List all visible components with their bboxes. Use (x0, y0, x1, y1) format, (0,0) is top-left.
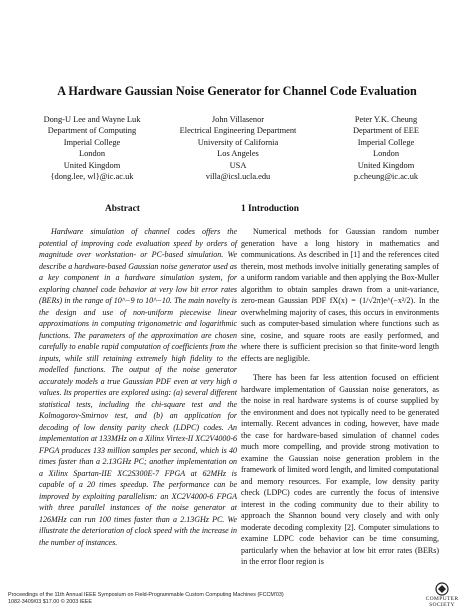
author-line: Imperial College (357, 137, 415, 147)
paper-title: A Hardware Gaussian Noise Generator for Channel Code Evaluation (57, 84, 417, 98)
author-line: Department of EEE (352, 126, 420, 136)
abstract-paragraph: Hardware simulation of channel codes offers the potential of improving code evaluation speed by orders of magnitude over workstation- or PC-based simulation. We describe a hardware-based Gaussian noise generator used as a key component in a hardware simulation system, for exploring channel code behavior at very low bit error rates (BERs) in the range of 10^−9 to 10^−10. The main novelty is the design and use of non-uniform piecewise linear approximations in computing trigonometric and logarithmic functions. The parameters of the approximation are chosen carefully to enable rapid computation of coefficients from the inputs, while still retaining extremely high fidelity to the modelled functions. The output of the noise generator accurately models a true Gaussian PDF even at very high σ values. Its properties are explored using: (a) several different statistical tests, including the chi-square test and the Kolmogorov-Smirnov test, and (b) an application for decoding of low density parity check (LDPC) codes. An implementation at 133MHz on a Xilinx Virtex-II XC2V4000-6 FPGA produces 133 million samples per second, which is 40 times faster than a 2.13GHz PC; another implementation on a Xilinx Spartan-IIE XC2S300E-7 FPGA at 62MHz is capable of a 20 times speedup. The performance can be improved by exploiting parallelism: an XC2V4000-6 FPGA with three parallel instances of the noise generator at 126MHz can run 100 times faster than a 2.13GHz PC. We illustrate the deterioration of clock speed with the increase in the number of instances. (39, 227, 237, 547)
author-line: USA (229, 160, 247, 170)
author-line: University of California (197, 137, 279, 147)
author-email: villa@icsl.ucla.edu (205, 172, 271, 182)
author-line: Dong-U Lee and Wayne Luk (43, 115, 141, 124)
author-block-3 (312, 114, 460, 182)
author-line: London (372, 149, 400, 159)
computer-society-logo (418, 582, 466, 612)
author-line: United Kingdom (63, 160, 121, 170)
proceedings-footer (8, 592, 408, 606)
author-email: {dong.lee, wl}@ic.ac.uk (50, 172, 134, 182)
author-line: Department of Computing (47, 126, 137, 136)
author-line: United Kingdom (357, 160, 415, 170)
introduction-column (241, 226, 439, 568)
author-line: Imperial College (63, 137, 121, 147)
logo-text-line: SOCIETY (429, 602, 455, 608)
introduction-heading: 1 Introduction (241, 204, 299, 214)
author-line: Los Angeles (217, 149, 259, 159)
abstract-heading: Abstract (105, 204, 140, 214)
author-email: p.cheung@ic.ac.uk (353, 172, 419, 182)
logo-text-line: COMPUTER (425, 596, 459, 602)
author-block-1 (18, 114, 166, 182)
author-line: John Villasenor (211, 115, 265, 124)
author-line: London (78, 149, 106, 159)
intro-paragraph-1: Numerical methods for Gaussian random number generation have a long history in mathematics and communications. As described in [1] and the references cited therein, most methods involve initially generating samples of a uniform random variable and then applying the Box-Muller algorithm to obtain samples drawn from a unit-variance, zero-mean Gaussian PDF fX(x) = (1/√2π)e^(−x²/2). In the overwhelming majority of cases, this occurs in environments such as computer-based simulation where functions such as sine, cosine, and square roots are easily performed, and where there is sufficient precision so that finite-word length effects are negligible. (241, 227, 439, 363)
intro-paragraph-2: There has been far less attention focused on efficient hardware implementation of Gaussian noise generators, as the noise in real hardware systems is of course supplied by the environment and does not typically need to be generated internally. Recent advances in coding, however, have made the case for hardware-based simulation of channel codes much more compelling, and provide strong motivation to examine the Gaussian noise generation problem in the framework of limited word length, and limited computational and memory resources. For example, low density parity check (LDPC) codes are currently the focus of intensive interest in the coding community due to their ability to approach the Shannon bound very closely and with only moderate decoding complexity [2]. Computer simulations to examine LDPC code behavior can be time consuming, particularly when the behavior at low bit error rates (BERs) in the error floor region is (241, 373, 439, 566)
society-emblem-icon (434, 582, 450, 596)
abstract-column (39, 226, 237, 548)
author-block-2 (164, 114, 312, 182)
author-line: Peter Y.K. Cheung (354, 115, 418, 124)
footer-line: 1082-3409/03 $17.00 © 2003 IEEE (8, 599, 92, 605)
author-line: Electrical Engineering Department (179, 126, 297, 136)
footer-line: Proceedings of the 11th Annual IEEE Symposium on Field-Programmable Custom Computing Machines (FCCM'03) (8, 592, 284, 598)
